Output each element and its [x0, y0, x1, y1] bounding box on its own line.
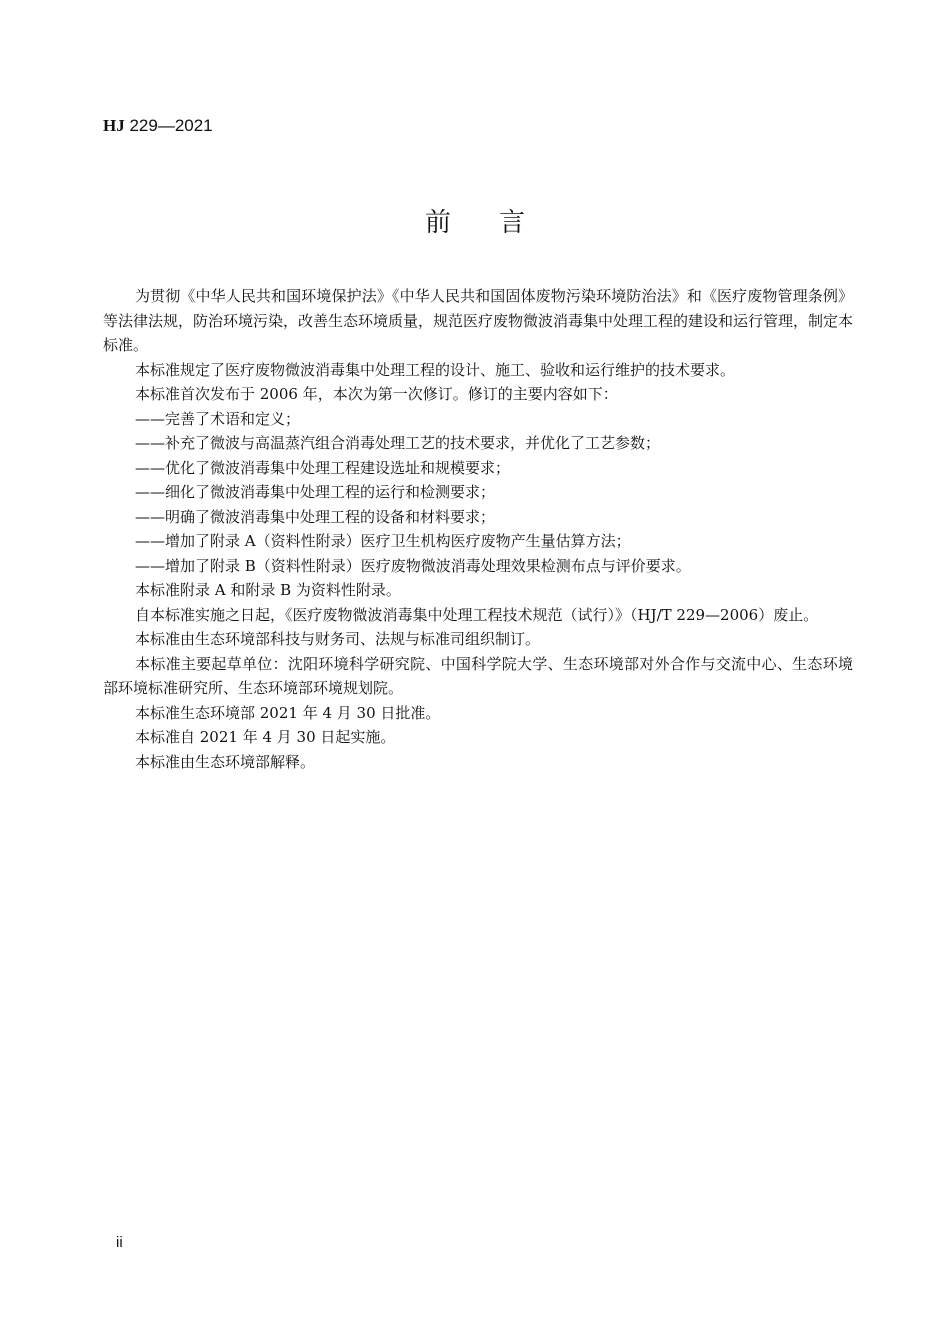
paragraph: 为贯彻《中华人民共和国环境保护法》《中华人民共和国固体废物污染环境防治法》和《医疗废物管理条例》等法律法规，防治环境污染，改善生态环境质量，规范医疗废物微波消毒集中处理工程的建设和运行管理，制定本标准。 [103, 287, 854, 354]
standard-code-number: 229—2021 [124, 116, 213, 135]
revision-item: ——补充了微波与高温蒸汽组合消毒处理工艺的技术要求，并优化了工艺参数； [135, 434, 661, 452]
paragraph: 本标准生态环境部 2021 年 4 月 30 日批准。 [135, 703, 441, 722]
revision-item: ——增加了附录 B（资料性附录）医疗废物微波消毒处理效果检测布点与评价要求。 [135, 556, 691, 575]
revision-item: ——细化了微波消毒集中处理工程的运行和检测要求； [135, 483, 496, 501]
paragraph: 本标准主要起草单位：沈阳环境科学研究院、中国科学院大学、生态环境部对外合作与交流中心、生态环境部环境标准研究所、生态环境部环境规划院。 [103, 654, 853, 697]
paragraph: 本标准由生态环境部科技与财务司、法规与标准司组织制订。 [135, 630, 541, 648]
revision-item: ——增加了附录 A（资料性附录）医疗卫生机构医疗废物产生量估算方法； [135, 532, 631, 550]
foreword-body [103, 284, 853, 774]
paragraph: 本标准由生态环境部解释。 [135, 752, 316, 771]
standard-code [103, 116, 213, 136]
revision-item: ——明确了微波消毒集中处理工程的设备和材料要求； [135, 507, 496, 526]
paragraph: 自本标准实施之日起，《医疗废物微波消毒集中处理工程技术规范（试行）》（HJ/T 229—2006）废止。 [135, 605, 819, 624]
standard-code-prefix: HJ [103, 116, 125, 135]
paragraph: 本标准自 2021 年 4 月 30 日起实施。 [135, 728, 396, 746]
page-number: ii [116, 1234, 123, 1251]
paragraph: 本标准首次发布于 2006 年，本次为第一次修订。修订的主要内容如下： [135, 385, 618, 403]
page-title: 前言 [424, 208, 573, 238]
revision-item: ——完善了术语和定义； [135, 409, 301, 428]
paragraph: 本标准附录 A 和附录 B 为资料性附录。 [135, 581, 401, 599]
revision-item: ——优化了微波消毒集中处理工程建设选址和规模要求； [135, 458, 511, 477]
paragraph: 本标准规定了医疗废物微波消毒集中处理工程的设计、施工、验收和运行维护的技术要求。 [135, 360, 736, 379]
